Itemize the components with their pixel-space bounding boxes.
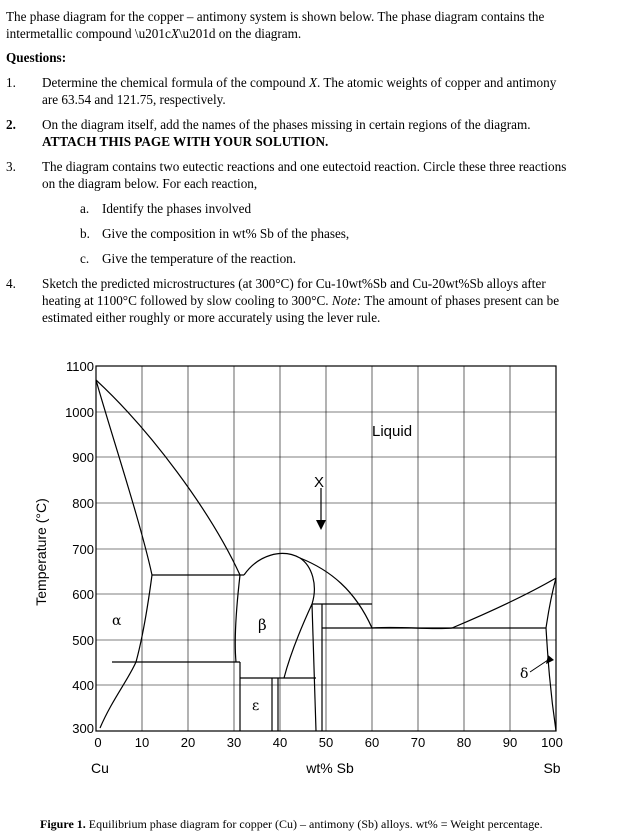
question-4-line-3: estimated either roughly or more accurately using the lever rule. bbox=[42, 310, 381, 325]
intro-line-1: The phase diagram for the copper – antimony system is shown below. The phase diagram contains the bbox=[6, 9, 545, 24]
delta-arrow bbox=[530, 655, 554, 672]
alpha-solvus bbox=[100, 575, 152, 728]
label-beta: β bbox=[258, 616, 267, 634]
label-liquid: Liquid bbox=[372, 423, 413, 440]
x-tick-0: 0 bbox=[94, 735, 102, 750]
question-3-number: 3. bbox=[6, 159, 16, 174]
beta-dome bbox=[244, 553, 314, 604]
question-3a-text: Identify the phases involved bbox=[102, 201, 252, 216]
x-tick-50: 50 bbox=[318, 735, 334, 750]
x-tick-80: 80 bbox=[456, 735, 472, 750]
y-tick-900: 900 bbox=[72, 450, 94, 465]
label-sb: Sb bbox=[543, 760, 561, 776]
question-3c-text: Give the temperature of the reaction. bbox=[102, 251, 297, 266]
question-4-line-1: Sketch the predicted microstructures (at 300°C) for Cu-10wt%Sb and Cu-20wt%Sb alloys after bbox=[42, 276, 546, 291]
x-axis-label: wt% Sb bbox=[306, 760, 354, 776]
y-tick-1100: 1100 bbox=[66, 359, 94, 374]
delta-solidus bbox=[546, 578, 556, 628]
y-axis-label: Temperature (°C) bbox=[33, 498, 49, 606]
y-tick-400: 400 bbox=[72, 678, 94, 693]
question-3-line-2: on the diagram below. For each reaction, bbox=[42, 176, 258, 191]
axis-labels bbox=[33, 498, 561, 776]
question-1-line-2: are 63.54 and 121.75, respectively. bbox=[42, 92, 226, 107]
question-3b-text: Give the composition in wt% Sb of the phases, bbox=[102, 226, 350, 241]
question-1-number: 1. bbox=[6, 75, 16, 90]
question-4-line-2: heating at 1100°C followed by slow cooling to 300°C. Note: The amount of phases present can be bbox=[42, 293, 560, 308]
x-tick-60: 60 bbox=[364, 735, 380, 750]
label-delta: δ bbox=[520, 666, 529, 682]
compound-x-line bbox=[312, 604, 316, 731]
x-tick-30: 30 bbox=[226, 735, 242, 750]
delta-solvus bbox=[546, 628, 556, 731]
label-epsilon: ε bbox=[252, 698, 260, 714]
x-tick-100: 100 bbox=[541, 735, 563, 750]
gridlines bbox=[96, 366, 556, 731]
x-tick-70: 70 bbox=[410, 735, 426, 750]
question-2-line-2: ATTACH THIS PAGE WITH YOUR SOLUTION. bbox=[42, 134, 329, 149]
y-tick-600: 600 bbox=[72, 587, 94, 602]
solidus-alpha bbox=[96, 380, 152, 575]
question-4-number: 4. bbox=[6, 276, 16, 291]
liquidus-middle bbox=[300, 558, 372, 628]
beta-right-boundary bbox=[284, 604, 312, 678]
question-2-line-1: On the diagram itself, add the names of the phases missing in certain regions of the diagram. bbox=[42, 117, 531, 132]
x-tick-40: 40 bbox=[272, 735, 288, 750]
question-1-line-1: Determine the chemical formula of the compound X. The atomic weights of copper and antimony bbox=[42, 75, 557, 90]
x-tick-20: 20 bbox=[180, 735, 196, 750]
compound-x-arrow bbox=[316, 488, 326, 530]
intro-line-2-text: intermetallic compound \u201cX\u201d on the diagram. bbox=[6, 26, 302, 41]
x-tick-labels bbox=[94, 735, 562, 750]
y-tick-300: 300 bbox=[72, 721, 94, 736]
y-tick-500: 500 bbox=[72, 633, 94, 648]
question-3c-letter: c. bbox=[80, 251, 90, 266]
question-2-number: 2. bbox=[6, 117, 16, 132]
x-tick-90: 90 bbox=[502, 735, 518, 750]
questions-heading: Questions: bbox=[6, 50, 67, 65]
question-3a-letter: a. bbox=[80, 201, 90, 216]
question-3-line-1: The diagram contains two eutectic reactions and one eutectoid reaction. Circle these three reactions bbox=[42, 159, 567, 174]
caption-label: Figure 1. bbox=[40, 817, 86, 831]
question-3b-letter: b. bbox=[80, 226, 90, 241]
y-tick-labels bbox=[65, 359, 94, 736]
y-tick-1000: 1000 bbox=[65, 405, 94, 420]
x-tick-10: 10 bbox=[134, 735, 150, 750]
label-cu: Cu bbox=[91, 760, 109, 776]
liquidus-left bbox=[96, 380, 240, 575]
beta-left-boundary bbox=[235, 575, 240, 662]
label-alpha: α bbox=[112, 613, 122, 629]
y-tick-800: 800 bbox=[72, 496, 94, 511]
caption-text: Equilibrium phase diagram for copper (Cu) – antimony (Sb) alloys. wt% = Weight percentage. bbox=[85, 817, 543, 831]
y-tick-700: 700 bbox=[72, 542, 94, 557]
label-compound-x: X bbox=[314, 474, 325, 491]
